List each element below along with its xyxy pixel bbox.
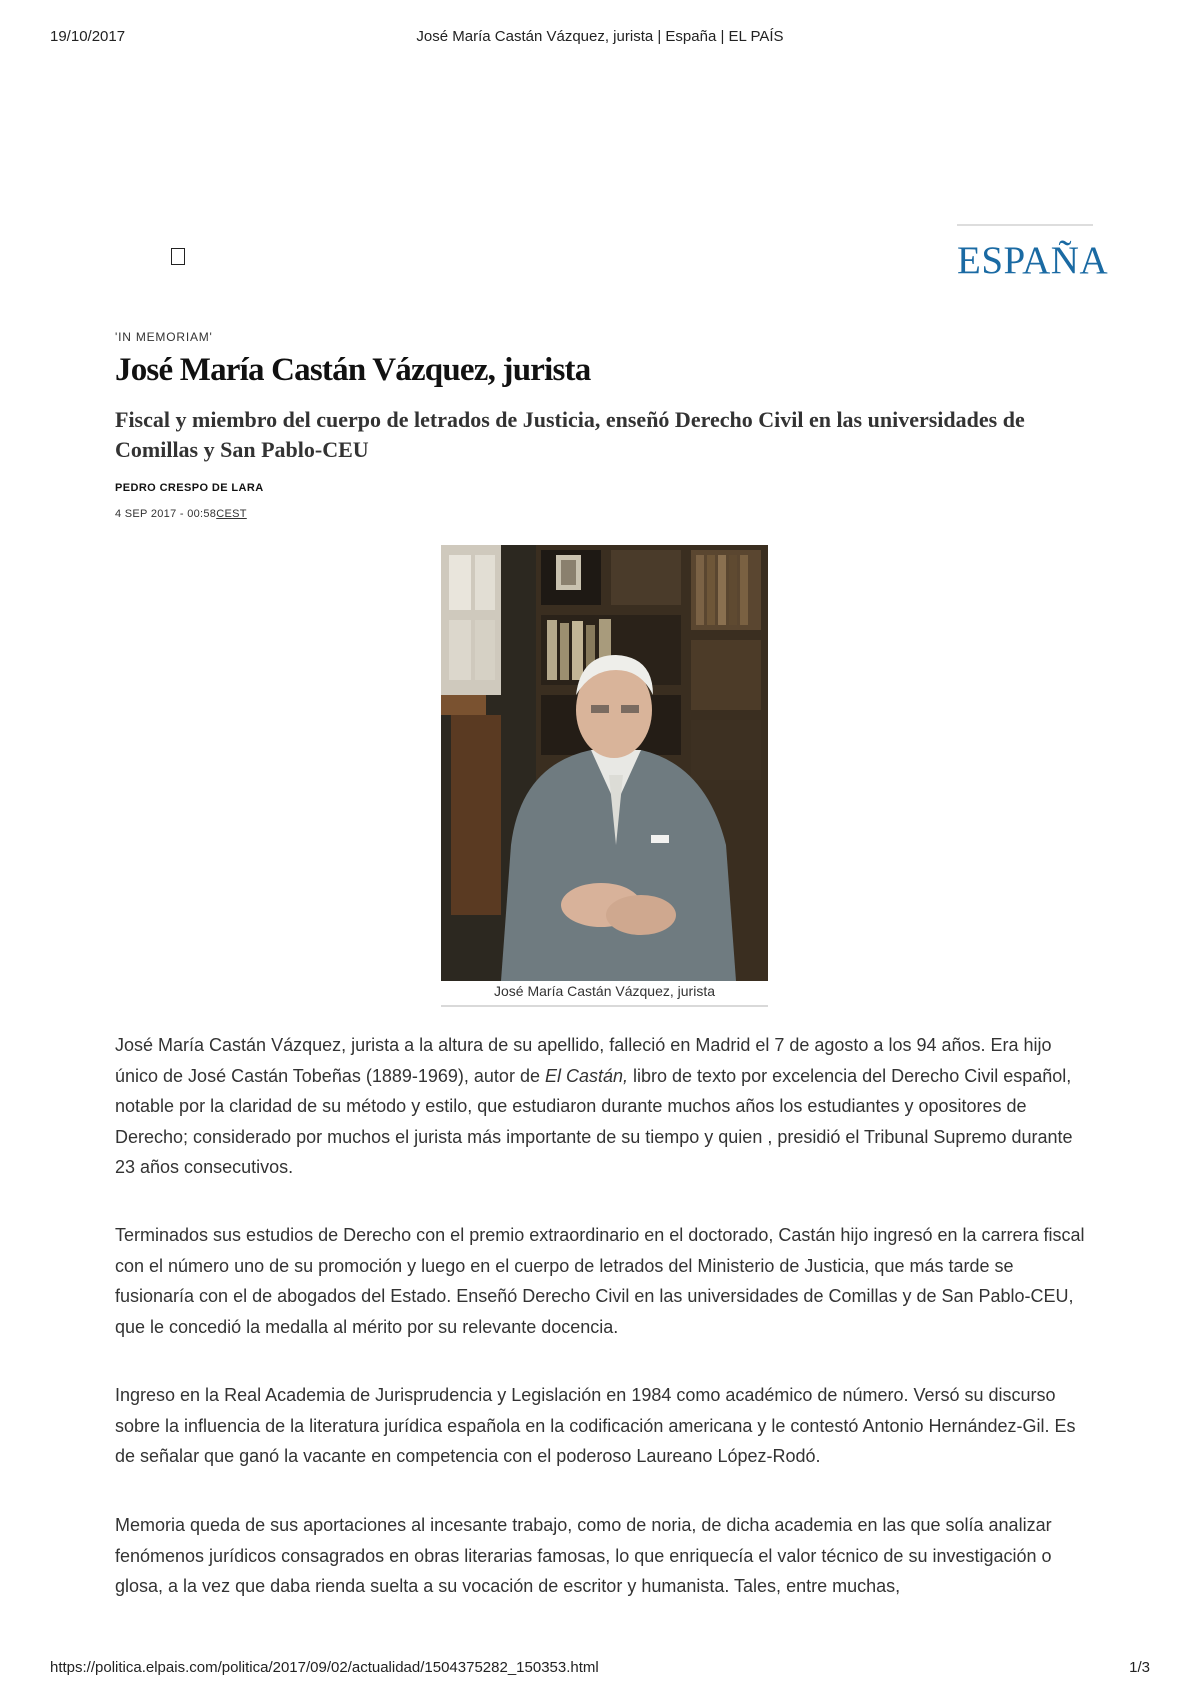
article-photo <box>441 545 768 981</box>
section-title-link[interactable]: ESPAÑA <box>957 239 1109 282</box>
paragraph-text: Terminados sus estudios de Derecho con el premio extraordinario en el doctorado, Castán hijo ingresó en la carrera fiscal con el número uno de su promoción y luego en el cuerpo de letrados del Ministerio de Justicia, que más tarde se fusionaría con el de abogados del Estado. Enseñó Derecho Civil en las universidades de Comillas y de San Pablo-CEU, que le concedió la medalla al mérito por su relevante docencia. <box>115 1225 1085 1337</box>
article-paragraph-3 <box>115 1380 1095 1472</box>
publication-time: 4 SEP 2017 - 00:58 <box>115 508 217 520</box>
article-kicker: 'IN MEMORIAM' <box>115 330 213 344</box>
paragraph-text: José María Castán Vázquez, jurista a la altura de su apellido, falleció en Madrid el 7 de agosto a los 94 años. Era hijo único de José Castán Tobeñas (1889-1969), autor de <box>115 1035 1052 1086</box>
caption-divider <box>441 1005 768 1007</box>
publication-date <box>115 508 247 520</box>
author-link[interactable]: PEDRO CRESPO DE LARA <box>115 482 264 494</box>
section-divider <box>957 224 1093 226</box>
article-paragraph-1 <box>115 1030 1095 1183</box>
timezone-link[interactable]: CEST <box>216 508 247 520</box>
print-url: https://politica.elpais.com/politica/2017/09/02/actualidad/1504375282_150353.html <box>50 1659 599 1676</box>
book-title: El Castán, <box>544 1065 629 1086</box>
article-subtitle: Fiscal y miembro del cuerpo de letrados de Justicia, enseñó Derecho Civil en las universidades de Comillas y San Pablo-CEU <box>115 407 1025 462</box>
article-paragraph-2 <box>115 1220 1095 1342</box>
paragraph-text: Memoria queda de sus aportaciones al incesante trabajo, como de noria, de dicha academia en las que solía analizar fenómenos jurídicos consagrados en obras literarias famosas, lo que enriquecía el valor técnico de su investigación o glosa, a la vez que daba rienda suelta a su vocación de escritor y humanista. Tales, entre muchas, <box>115 1515 1052 1596</box>
article-headline: José María Castán Vázquez, jurista <box>115 352 591 388</box>
menu-icon[interactable] <box>171 248 185 265</box>
print-page-number: 1/3 <box>1129 1659 1150 1676</box>
photo-caption: José María Castán Vázquez, jurista <box>494 983 715 999</box>
print-date: 19/10/2017 <box>50 28 126 45</box>
article-paragraph-4 <box>115 1510 1095 1602</box>
print-page-title: José María Castán Vázquez, jurista | España | EL PAÍS <box>416 28 784 45</box>
paragraph-text: libro de texto por excelencia del Derecho Civil español, notable por la claridad de su método y estilo, que estudiaron durante muchos años los estudiantes y opositores de Derecho; considerado por muchos el jurista más importante de su tiempo y quien , presidió el Tribunal Supremo durante 23 años consecutivos. <box>115 1065 1073 1177</box>
paragraph-text: Ingreso en la Real Academia de Jurisprudencia y Legislación en 1984 como académico de número. Versó su discurso sobre la influencia de la literatura jurídica española en la codificación americana y le contestó Antonio Hernández-Gil. Es de señalar que ganó la vacante en competencia con el poderoso Laureano López-Rodó. <box>115 1385 1076 1466</box>
